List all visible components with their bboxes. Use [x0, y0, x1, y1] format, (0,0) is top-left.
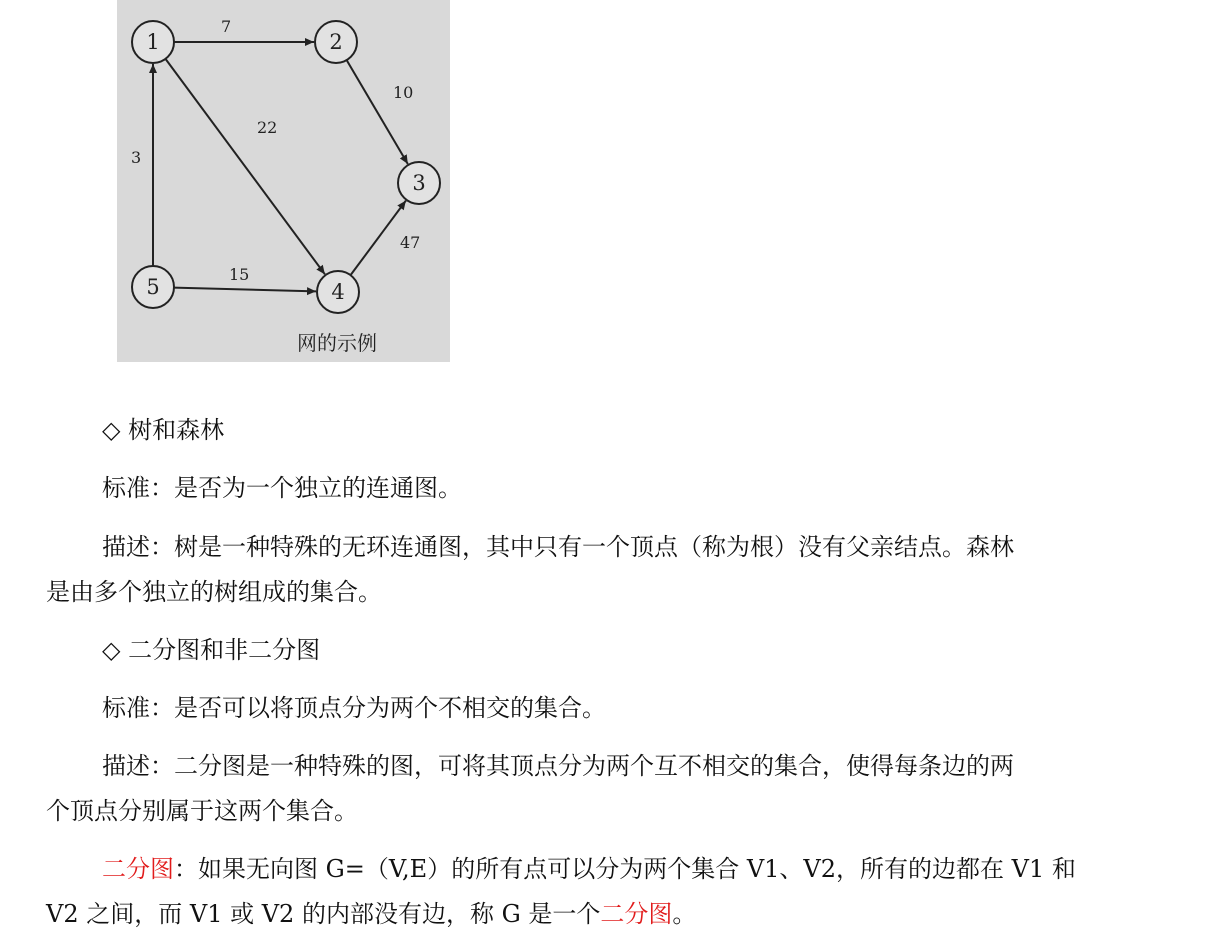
node-label-2: 2: [329, 30, 343, 54]
node-label-5: 5: [146, 275, 160, 299]
figure-caption: 网的示例: [297, 331, 377, 355]
graph-figure: [117, 0, 450, 362]
edge-5-4: [174, 288, 316, 292]
bipartite-description-line2: 个顶点分别属于这两个集合。: [46, 797, 358, 825]
node-label-4: 4: [331, 280, 345, 304]
heading-bipartite: ◇ 二分图和非二分图: [102, 636, 321, 664]
tree-description-line2: 是由多个独立的树组成的集合。: [46, 578, 382, 606]
edge-weight-1-4: 22: [257, 118, 278, 137]
node-label-1: 1: [146, 30, 160, 54]
edge-4-3: [351, 201, 406, 275]
tree-description-line1: 描述：树是一种特殊的无环连通图，其中只有一个顶点（称为根）没有父亲结点。森林: [102, 533, 1014, 561]
bipartite-definition-line2: V2 之间，而 V1 或 V2 的内部没有边，称 G 是一个二分图。: [46, 900, 697, 928]
edge-weight-5-4: 15: [229, 265, 250, 284]
bipartite-description-line1: 描述：二分图是一种特殊的图，可将其顶点分为两个互不相交的集合，使得每条边的两: [102, 752, 1014, 780]
edge-1-4: [165, 59, 324, 274]
bipartite-definition-line1: 二分图：如果无向图 G=（V,E）的所有点可以分为两个集合 V1、V2，所有的边都在 V1 和: [102, 855, 1076, 883]
heading-tree-forest: ◇ 树和森林: [102, 416, 225, 444]
definition-term-repeat: 二分图: [600, 900, 673, 928]
node-label-3: 3: [412, 171, 426, 195]
bipartite-standard: 标准：是否可以将顶点分为两个不相交的集合。: [102, 694, 606, 722]
edge-weight-2-3: 10: [393, 83, 414, 102]
edge-weight-5-1: 3: [131, 148, 142, 167]
edge-weight-1-2: 7: [221, 17, 232, 36]
graph-svg: [117, 0, 450, 362]
edge-weight-4-3: 47: [400, 233, 421, 252]
edge-2-3: [347, 60, 408, 164]
tree-standard: 标准：是否为一个独立的连通图。: [102, 474, 462, 502]
definition-term: 二分图: [102, 855, 174, 883]
